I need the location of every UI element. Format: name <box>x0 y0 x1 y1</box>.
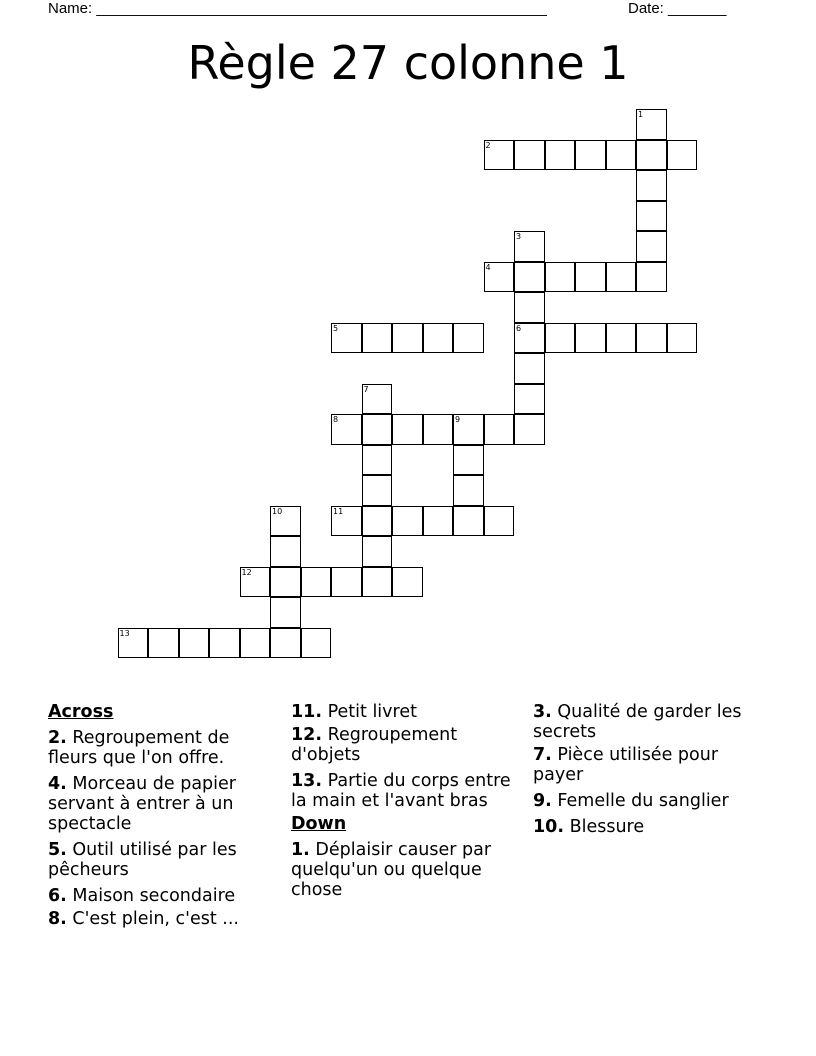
across-heading: Across <box>48 702 114 722</box>
clue-across-5: 5. Outil utilisé par les pêcheurs <box>48 840 237 880</box>
grid-cell[interactable] <box>636 201 667 232</box>
clue-across-6: 6. Maison secondaire <box>48 886 236 906</box>
grid-cell[interactable] <box>636 170 667 201</box>
grid-cell[interactable] <box>362 414 393 445</box>
cell-number: 9 <box>455 415 461 424</box>
grid-cell[interactable] <box>331 506 362 537</box>
grid-cell[interactable] <box>179 628 210 659</box>
cell-number: 1 <box>638 110 644 119</box>
cell-number: 13 <box>119 628 130 638</box>
grid-cell[interactable] <box>301 567 332 598</box>
grid-cell[interactable] <box>240 628 271 659</box>
date-field[interactable]: Date: _______ <box>628 0 727 17</box>
clue-across-4: 4. Morceau de papier servant à entrer à un spectacle <box>48 774 236 834</box>
grid-cell[interactable] <box>453 475 484 506</box>
grid-cell[interactable] <box>331 323 362 354</box>
grid-cell[interactable] <box>636 323 667 354</box>
cell-number: 11 <box>333 506 344 516</box>
grid-cell[interactable] <box>270 506 301 537</box>
grid-cell[interactable] <box>362 323 393 354</box>
cell-number: 4 <box>485 262 491 272</box>
grid-cell[interactable] <box>667 140 698 171</box>
cell-number: 10 <box>272 506 283 516</box>
grid-cell[interactable] <box>362 567 393 598</box>
grid-cell[interactable] <box>545 323 576 354</box>
grid-cell[interactable] <box>270 536 301 567</box>
grid-cell[interactable] <box>514 262 545 293</box>
grid-cell[interactable] <box>545 262 576 293</box>
grid-cell[interactable] <box>514 231 545 262</box>
grid-cell[interactable] <box>606 140 637 171</box>
grid-cell[interactable] <box>606 262 637 293</box>
clues-column-3 <box>533 702 765 843</box>
cell-number: 5 <box>333 323 339 333</box>
cell-number: 3 <box>516 232 522 241</box>
cell-number: 12 <box>241 567 252 577</box>
clue-across-12: 12. Regroupement d'objets <box>291 725 458 765</box>
grid-cell[interactable] <box>331 567 362 598</box>
down-heading: Down <box>291 814 347 834</box>
grid-cell[interactable] <box>331 414 362 445</box>
grid-cell[interactable] <box>118 628 149 659</box>
cell-number: 8 <box>333 415 339 424</box>
clue-down-3: 3. Qualité de garder les secrets <box>533 702 742 742</box>
grid-cell[interactable] <box>362 384 393 415</box>
grid-cell[interactable] <box>484 506 515 537</box>
clue-across-11: 11. Petit livret <box>291 702 417 722</box>
grid-cell[interactable] <box>453 506 484 537</box>
grid-cell[interactable] <box>423 414 454 445</box>
grid-cell[interactable] <box>392 414 423 445</box>
cell-number: 7 <box>363 384 369 394</box>
grid-cell[interactable] <box>514 414 545 445</box>
clue-down-9: 9. Femelle du sanglier <box>533 791 729 811</box>
grid-cell[interactable] <box>484 262 515 293</box>
grid-cell[interactable] <box>636 109 667 140</box>
grid-cell[interactable] <box>362 506 393 537</box>
grid-cell[interactable] <box>636 262 667 293</box>
clue-down-10: 10. Blessure <box>533 817 645 837</box>
clue-across-2: 2. Regroupement de fleurs que l'on offre. <box>48 728 230 768</box>
grid-cell[interactable] <box>362 445 393 476</box>
grid-cell[interactable] <box>270 567 301 598</box>
cell-number: 6 <box>516 323 522 333</box>
page-title: Règle 27 colonne 1 <box>187 36 629 90</box>
grid-cell[interactable] <box>484 140 515 171</box>
grid-cell[interactable] <box>392 323 423 354</box>
grid-cell[interactable] <box>667 323 698 354</box>
clue-down-1: 1. Déplaisir causer par quelqu'un ou quelque chose <box>291 840 492 900</box>
cell-number: 2 <box>485 140 491 150</box>
grid-cell[interactable] <box>484 414 515 445</box>
clue-down-7: 7. Pièce utilisée pour payer <box>533 745 719 785</box>
name-field[interactable]: Name: ______________________________________________________ <box>48 0 547 17</box>
grid-cell[interactable] <box>209 628 240 659</box>
clue-across-13: 13. Partie du corps entre la main et l'avant bras <box>291 771 511 811</box>
grid-cell[interactable] <box>392 506 423 537</box>
grid-cell[interactable] <box>301 628 332 659</box>
grid-cell[interactable] <box>514 140 545 171</box>
clues-column-2 <box>291 702 523 906</box>
grid-cell[interactable] <box>362 475 393 506</box>
grid-cell[interactable] <box>148 628 179 659</box>
grid-cell[interactable] <box>514 292 545 323</box>
grid-cell[interactable] <box>545 140 576 171</box>
grid-cell[interactable] <box>575 140 606 171</box>
grid-cell[interactable] <box>514 323 545 354</box>
grid-cell[interactable] <box>453 445 484 476</box>
grid-cell[interactable] <box>636 140 667 171</box>
grid-cell[interactable] <box>392 567 423 598</box>
grid-cell[interactable] <box>514 353 545 384</box>
clue-across-8: 8. C'est plein, c'est ... <box>48 909 239 929</box>
clues-column-1 <box>48 702 273 935</box>
grid-cell[interactable] <box>270 597 301 628</box>
grid-cell[interactable] <box>575 323 606 354</box>
grid-cell[interactable] <box>362 536 393 567</box>
grid-cell[interactable] <box>453 414 484 445</box>
grid-cell[interactable] <box>240 567 271 598</box>
grid-cell[interactable] <box>423 506 454 537</box>
grid-cell[interactable] <box>575 262 606 293</box>
grid-cell[interactable] <box>636 231 667 262</box>
grid-cell[interactable] <box>453 323 484 354</box>
grid-cell[interactable] <box>514 384 545 415</box>
grid-cell[interactable] <box>606 323 637 354</box>
grid-cell[interactable] <box>423 323 454 354</box>
grid-cell[interactable] <box>270 628 301 659</box>
